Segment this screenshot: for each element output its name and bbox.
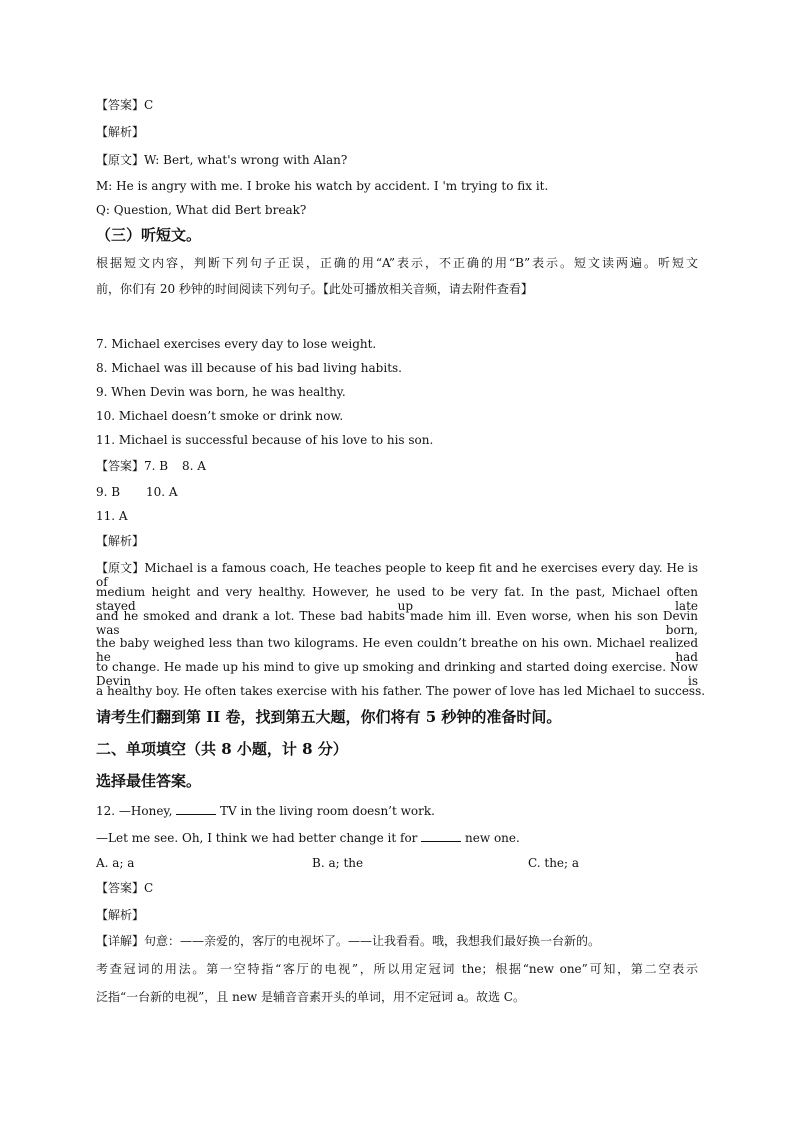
q12-analysis: 【解析】 [96,908,145,922]
q12-line-2-end: new one. [461,831,520,845]
q12-detail-2: 考查冠词的用法。第一空特指“客厅的电视”，所以用定冠词 the；根据“new one”可知，第二空表示 [96,962,698,976]
q12-blank-1 [176,804,216,815]
q12-detail-1: 【详解】句意：——亲爱的，客厅的电视坏了。——让我看看。哦，我想我们最好换一台新的。 [96,934,601,948]
q12-detail-3: 泛指“一台新的电视”，且 new 是辅音音素开头的单词，用不定冠词 a。故选 C。 [96,990,525,1004]
section3-heading: （三）听短文。 [96,226,202,244]
q6-answer: 【答案】C [96,98,154,112]
q12-answer: 【答案】C [96,881,154,895]
q6-analysis: 【解析】 [96,125,145,139]
statement-8: 8. Michael was ill because of his bad living habits. [96,361,402,375]
statement-7: 7. Michael exercises every day to lose weight. [96,337,377,351]
q12-option-a: A. a; a [96,856,135,870]
answer-8: 8. A [182,459,206,473]
answer-9: 9. B [96,485,121,499]
q6-q-line: Q: Question, What did Bert break? [96,203,307,217]
passage-line-2: medium height and very healthy. However, he used to be very fat. In the past, Michael often stayed up late [96,585,698,613]
answer-10: 10. A [146,485,178,499]
q6-m-line: M: He is angry with me. I broke his watch by accident. I 'm trying to fix it. [96,179,549,193]
passage-line-5: to change. He made up his mind to give up smoking and drinking and started doing exercise. Now Devin is [96,660,698,688]
statement-11: 11. Michael is successful because of his love to his son. [96,433,434,447]
section3-instruction-1: 根据短文内容，判断下列句子正误，正确的用“A”表示，不正确的用“B”表示。短文读两遍。听短文 [96,256,698,270]
passage-line-4: the baby weighed less than two kilograms. He even couldn’t breathe on his own. Michael realized he had [96,636,698,664]
passage-line-6: a healthy boy. He often takes exercise with his father. The power of love has led Michael to success. [96,684,706,698]
q12-blank-2 [421,831,461,842]
q12-line-2-start: —Let me see. Oh, I think we had better change it for [96,831,422,845]
part2-instruction: 选择最佳答案。 [96,772,202,790]
section3-answer-label: 【答案】 [96,459,145,473]
section3-answer-row-1 [96,459,206,473]
passage-line-1: 【原文】Michael is a famous coach, He teaches people to keep fit and he exercises every day. He is of [96,561,698,589]
q12-option-b: B. a; the [312,856,364,870]
q12-line-2 [96,831,520,845]
notice: 请考生们翻到第 II 卷，找到第五大题，你们将有 5 秒钟的准备时间。 [96,708,562,726]
part2-heading: 二、单项填空（共 8 小题，计 8 分） [96,740,348,758]
q6-transcript: 【原文】W: Bert, what's wrong with Alan? [96,153,348,167]
section3-analysis: 【解析】 [96,534,145,548]
q12-line-1-start: 12. —Honey, [96,804,177,818]
answer-7: 7. B [144,459,169,473]
answer-11: 11. A [96,509,128,523]
q12-option-c: C. the; a [528,856,580,870]
q12-line-1 [96,804,435,818]
q12-line-1-end: TV in the living room doesn’t work. [216,804,435,818]
passage-line-3: and he smoked and drank a lot. These bad habits made him ill. Even worse, when his son Devin was born, [96,609,698,637]
statement-10: 10. Michael doesn’t smoke or drink now. [96,409,344,423]
statement-9: 9. When Devin was born, he was healthy. [96,385,346,399]
section3-instruction-2: 前，你们有 20 秒钟的时间阅读下列句子。【此处可播放相关音频，请去附件查看】 [96,282,533,296]
section3-answer-row-2 [96,485,178,499]
